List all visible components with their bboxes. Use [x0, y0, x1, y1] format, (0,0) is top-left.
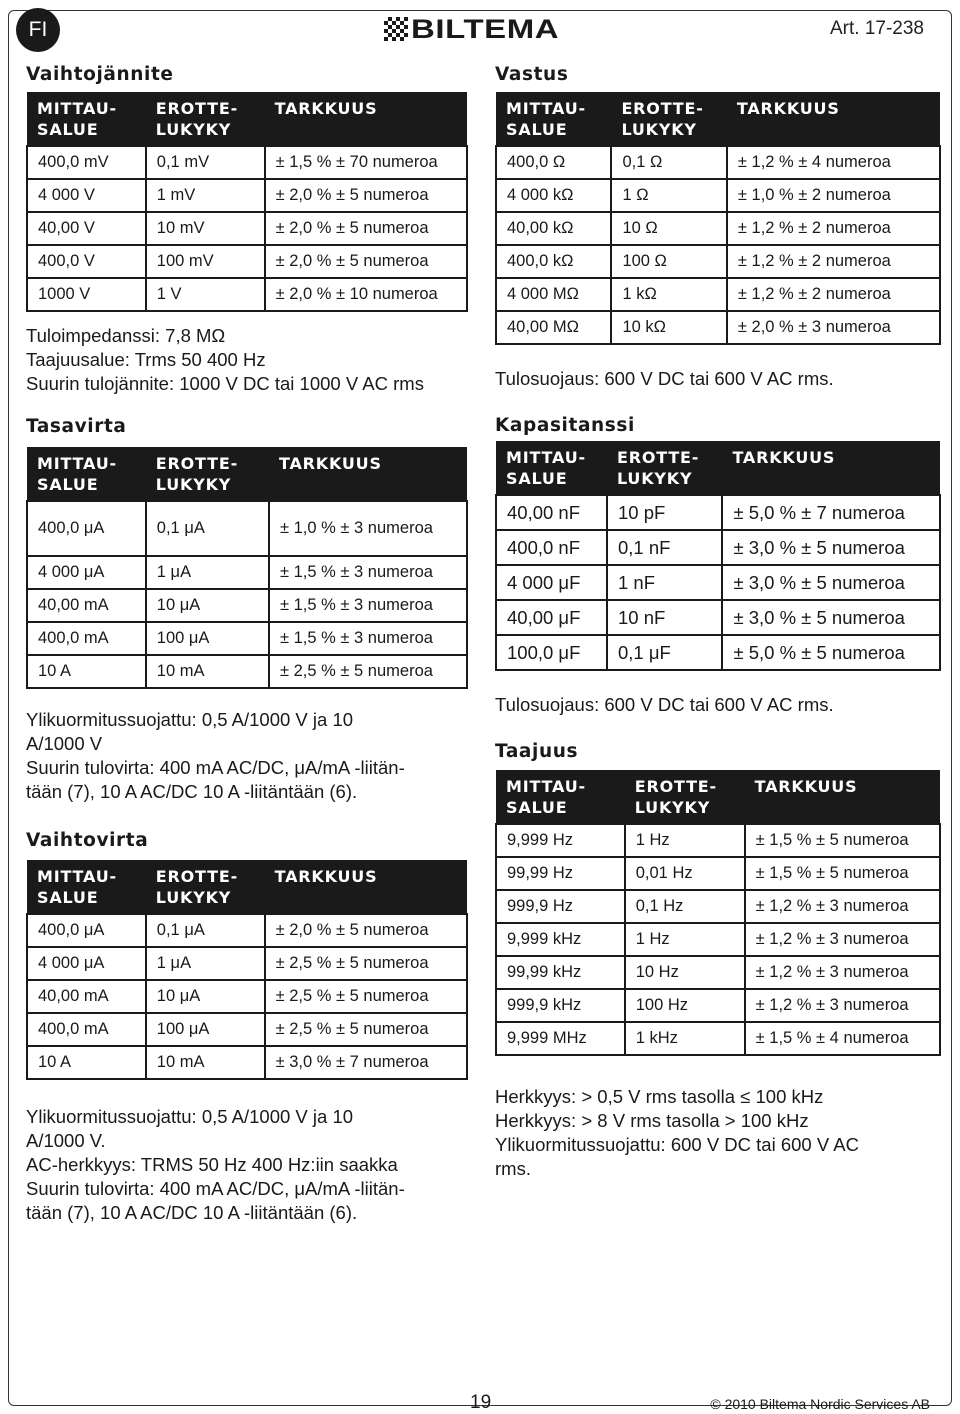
cell-accuracy: ± 1,2 % ± 2 numeroa [727, 245, 940, 278]
article-number: Art. 17-238 [830, 18, 924, 39]
col-header-tarkkuus [727, 92, 940, 146]
col-header-tarkkuus [265, 860, 467, 914]
note-line: Ylikuormitussuojattu: 600 V DC tai 600 V AC [495, 1134, 860, 1155]
col-header-tarkkuus [722, 441, 940, 495]
note-line: Tulosuojaus: 600 V DC tai 600 V AC rms. [495, 694, 834, 715]
table-header-row [27, 92, 467, 146]
header-text: TARKKUUS [274, 867, 378, 886]
col-header-mittausalue [496, 441, 607, 495]
section-title-kapasitanssi: Kapasitanssi [495, 415, 635, 436]
cell-range: 400,0 Ω [496, 146, 611, 179]
cell-accuracy: ± 1,2 % ± 3 numeroa [745, 956, 940, 989]
col-header-erottelukyky [625, 770, 745, 824]
cell-resolution: 10 mV [146, 212, 265, 245]
table-header-row [496, 441, 940, 495]
header-text: LUKYKY [155, 888, 232, 907]
table-row [496, 311, 940, 344]
cell-range: 400,0 μA [27, 914, 146, 947]
table-header-row [496, 92, 940, 146]
cell-resolution: 1 V [146, 278, 265, 311]
cell-accuracy: ± 2,0 % ± 5 numeroa [265, 245, 467, 278]
section-title-tasavirta: Tasavirta [26, 416, 127, 437]
cell-resolution: 10 nF [607, 600, 722, 635]
cell-accuracy: ± 2,0 % ± 5 numeroa [265, 914, 467, 947]
table-row [496, 530, 940, 565]
note-line: Ylikuormitussuojattu: 0,5 A/1000 V ja 10 [26, 1106, 354, 1127]
cell-accuracy: ± 1,5 % ± 3 numeroa [269, 622, 467, 655]
section-title-vaihtovirta: Vaihtovirta [26, 830, 149, 851]
table-row [496, 989, 940, 1022]
table-header-row [496, 770, 940, 824]
cell-range: 4 000 μA [27, 947, 146, 980]
notes-taajuus [495, 1085, 941, 1181]
cell-accuracy: ± 2,5 % ± 5 numeroa [269, 655, 467, 688]
language-badge: FI [16, 8, 60, 52]
col-header-tarkkuus [269, 447, 467, 501]
col-header-erottelukyky [146, 447, 269, 501]
notes-tasavirta [26, 708, 468, 804]
table-row [496, 923, 940, 956]
cell-accuracy: ± 1,5 % ± 3 numeroa [269, 589, 467, 622]
header-text: EROTTE- [634, 777, 717, 796]
table-row [496, 179, 940, 212]
cell-accuracy: ± 1,2 % ± 3 numeroa [745, 890, 940, 923]
table-row [496, 146, 940, 179]
cell-resolution: 100 mV [146, 245, 265, 278]
cell-accuracy: ± 1,5 % ± 5 numeroa [745, 857, 940, 890]
note-line: tään (7), 10 A AC/DC 10 A -liitäntään (6). [26, 781, 358, 802]
cell-accuracy: ± 1,2 % ± 2 numeroa [727, 278, 940, 311]
table-row [496, 278, 940, 311]
cell-range: 40,00 nF [496, 495, 607, 530]
note-line: A/1000 V [26, 733, 103, 754]
table-vastus [495, 92, 941, 345]
header-text: MITTAU- [37, 99, 117, 118]
note-line: Suurin tulovirta: 400 mA AC/DC, μA/mA -liitän- [26, 757, 405, 778]
cell-accuracy: ± 1,0 % ± 2 numeroa [727, 179, 940, 212]
cell-range: 1000 V [27, 278, 146, 311]
note-line: rms. [495, 1158, 531, 1179]
cell-resolution: 10 Hz [625, 956, 745, 989]
col-header-erottelukyky [146, 92, 265, 146]
cell-resolution: 10 μA [146, 589, 269, 622]
cell-range: 400,0 mV [27, 146, 146, 179]
table-tasavirta [26, 447, 468, 689]
cell-resolution: 1 kΩ [611, 278, 726, 311]
cell-accuracy: ± 5,0 % ± 5 numeroa [722, 635, 940, 670]
cell-accuracy: ± 1,5 % ± 4 numeroa [745, 1022, 940, 1055]
cell-resolution: 0,01 Hz [625, 857, 745, 890]
table-row [27, 501, 467, 556]
cell-accuracy: ± 1,2 % ± 3 numeroa [745, 989, 940, 1022]
cell-resolution: 10 μA [146, 980, 265, 1013]
table-row [496, 565, 940, 600]
header-text: MITTAU- [37, 867, 117, 886]
cell-resolution: 1 kHz [625, 1022, 745, 1055]
cell-resolution: 1 μA [146, 947, 265, 980]
table-row [496, 245, 940, 278]
cell-accuracy: ± 1,2 % ± 4 numeroa [727, 146, 940, 179]
header-text: EROTTE- [155, 867, 239, 886]
table-header-row [27, 860, 467, 914]
cell-range: 99,99 Hz [496, 857, 625, 890]
notes-vaihtovirta [26, 1105, 468, 1225]
header-text: EROTTE- [617, 448, 700, 467]
cell-accuracy: ± 2,0 % ± 5 numeroa [265, 179, 467, 212]
cell-resolution: 1 Hz [625, 824, 745, 857]
cell-resolution: 10 mA [146, 655, 269, 688]
note-line: AC-herkkyys: TRMS 50 Hz 400 Hz:iin saakka [26, 1154, 398, 1175]
header-text: MITTAU- [506, 99, 586, 118]
brand-logo [384, 13, 560, 44]
page-number: 19 [470, 1392, 492, 1413]
cell-resolution: 0,1 μA [146, 501, 269, 556]
table-row [496, 890, 940, 923]
col-header-erottelukyky [611, 92, 726, 146]
table-row [496, 635, 940, 670]
cell-resolution: 1 Ω [611, 179, 726, 212]
table-row [27, 179, 467, 212]
header-text: LUKYKY [155, 475, 232, 494]
table-row [496, 600, 940, 635]
cell-range: 4 000 μF [496, 565, 607, 600]
header-text: LUKYKY [621, 120, 697, 139]
checker-icon [384, 17, 408, 41]
header-text: EROTTE- [621, 99, 704, 118]
cell-range: 9,999 Hz [496, 824, 625, 857]
cell-resolution: 100 μA [146, 622, 269, 655]
header-text: SALUE [506, 469, 568, 488]
notes-vaihtojannite [26, 324, 468, 396]
cell-resolution: 0,1 μF [607, 635, 722, 670]
table-row [496, 495, 940, 530]
note-line: Suurin tulojännite: 1000 V DC tai 1000 V AC rms [26, 373, 424, 394]
header-text: SALUE [506, 120, 568, 139]
col-header-mittausalue [27, 860, 146, 914]
cell-accuracy: ± 1,5 % ± 3 numeroa [269, 556, 467, 589]
section-title-vaihtojannite: Vaihtojännite [26, 64, 174, 85]
cell-accuracy: ± 1,5 % ± 70 numeroa [265, 146, 467, 179]
cell-range: 400,0 μA [27, 501, 146, 556]
note-line: Tulosuojaus: 600 V DC tai 600 V AC rms. [495, 368, 834, 389]
table-row [27, 146, 467, 179]
header-text: MITTAU- [37, 454, 117, 473]
cell-range: 9,999 MHz [496, 1022, 625, 1055]
cell-range: 10 A [27, 1046, 146, 1079]
table-row [27, 655, 467, 688]
note-line: Herkkyys: > 8 V rms tasolla > 100 kHz [495, 1110, 809, 1131]
table-row [27, 914, 467, 947]
header-text: MITTAU- [506, 448, 586, 467]
table-row [496, 857, 940, 890]
cell-resolution: 100 Hz [625, 989, 745, 1022]
col-header-mittausalue [496, 770, 625, 824]
header-text: SALUE [506, 798, 568, 817]
col-header-mittausalue [496, 92, 611, 146]
header-text: SALUE [37, 475, 99, 494]
table-row [27, 212, 467, 245]
cell-resolution: 1 μA [146, 556, 269, 589]
header-text: EROTTE- [155, 454, 239, 473]
table-vaihtojannite [26, 92, 468, 312]
table-taajuus [495, 770, 941, 1056]
copyright: © 2010 Biltema Nordic Services AB [710, 1396, 930, 1412]
cell-range: 4 000 μA [27, 556, 146, 589]
note-line: A/1000 V. [26, 1130, 106, 1151]
cell-range: 4 000 kΩ [496, 179, 611, 212]
left-column [26, 64, 468, 1225]
table-row [27, 245, 467, 278]
header-text: TARKKUUS [754, 777, 858, 796]
cell-range: 400,0 kΩ [496, 245, 611, 278]
cell-range: 999,9 Hz [496, 890, 625, 923]
header-text: LUKYKY [634, 798, 711, 817]
cell-range: 40,00 MΩ [496, 311, 611, 344]
cell-range: 40,00 kΩ [496, 212, 611, 245]
notes-vastus [495, 367, 941, 391]
cell-accuracy: ± 1,2 % ± 2 numeroa [727, 212, 940, 245]
cell-accuracy: ± 3,0 % ± 5 numeroa [722, 530, 940, 565]
col-header-mittausalue [27, 92, 146, 146]
cell-accuracy: ± 2,0 % ± 5 numeroa [265, 212, 467, 245]
table-row [27, 622, 467, 655]
header-text: LUKYKY [155, 120, 232, 139]
table-row [27, 556, 467, 589]
table-row [27, 589, 467, 622]
table-row [27, 1046, 467, 1079]
right-column [495, 64, 941, 1181]
table-row [496, 1022, 940, 1055]
cell-resolution: 1 Hz [625, 923, 745, 956]
cell-resolution: 0,1 nF [607, 530, 722, 565]
cell-accuracy: ± 5,0 % ± 7 numeroa [722, 495, 940, 530]
cell-range: 99,99 kHz [496, 956, 625, 989]
cell-range: 40,00 μF [496, 600, 607, 635]
cell-range: 4 000 V [27, 179, 146, 212]
header-text: LUKYKY [617, 469, 693, 488]
cell-accuracy: ± 2,5 % ± 5 numeroa [265, 1013, 467, 1046]
table-row [496, 824, 940, 857]
header-text: SALUE [37, 120, 99, 139]
header-text: TARKKUUS [736, 99, 840, 118]
col-header-tarkkuus [265, 92, 467, 146]
cell-resolution: 10 kΩ [611, 311, 726, 344]
cell-accuracy: ± 1,0 % ± 3 numeroa [269, 501, 467, 556]
notes-kapasitanssi [495, 693, 941, 717]
cell-range: 40,00 V [27, 212, 146, 245]
cell-range: 9,999 kHz [496, 923, 625, 956]
cell-resolution: 10 pF [607, 495, 722, 530]
table-vaihtovirta [26, 860, 468, 1080]
table-row [27, 1013, 467, 1046]
table-row [27, 980, 467, 1013]
note-line: Tuloimpedanssi: 7,8 MΩ [26, 325, 226, 346]
cell-range: 400,0 nF [496, 530, 607, 565]
cell-resolution: 0,1 Hz [625, 890, 745, 923]
cell-range: 10 A [27, 655, 146, 688]
header-text: EROTTE- [155, 99, 239, 118]
cell-accuracy: ± 2,0 % ± 3 numeroa [727, 311, 940, 344]
table-row [496, 956, 940, 989]
table-header-row [27, 447, 467, 501]
header-text: MITTAU- [506, 777, 586, 796]
cell-resolution: 100 μA [146, 1013, 265, 1046]
col-header-mittausalue [27, 447, 146, 501]
section-title-vastus: Vastus [495, 64, 569, 85]
cell-resolution: 10 Ω [611, 212, 726, 245]
cell-accuracy: ± 2,5 % ± 5 numeroa [265, 947, 467, 980]
table-kapasitanssi [495, 441, 941, 671]
cell-range: 400,0 V [27, 245, 146, 278]
header-text: TARKKUUS [278, 454, 382, 473]
cell-range: 40,00 mA [27, 980, 146, 1013]
note-line: Suurin tulovirta: 400 mA AC/DC, μA/mA -liitän- [26, 1178, 405, 1199]
header-text: TARKKUUS [274, 99, 378, 118]
col-header-erottelukyky [146, 860, 265, 914]
col-header-erottelukyky [607, 441, 722, 495]
header-text: TARKKUUS [732, 448, 836, 467]
cell-range: 4 000 MΩ [496, 278, 611, 311]
cell-resolution: 0,1 Ω [611, 146, 726, 179]
cell-resolution: 0,1 mV [146, 146, 265, 179]
cell-accuracy: ± 2,0 % ± 10 numeroa [265, 278, 467, 311]
cell-accuracy: ± 3,0 % ± 7 numeroa [265, 1046, 467, 1079]
note-line: Ylikuormitussuojattu: 0,5 A/1000 V ja 10 [26, 709, 354, 730]
table-row [27, 278, 467, 311]
cell-resolution: 100 Ω [611, 245, 726, 278]
cell-resolution: 0,1 μA [146, 914, 265, 947]
cell-accuracy: ± 1,5 % ± 5 numeroa [745, 824, 940, 857]
cell-accuracy: ± 3,0 % ± 5 numeroa [722, 600, 940, 635]
cell-resolution: 1 nF [607, 565, 722, 600]
note-line: tään (7), 10 A AC/DC 10 A -liitäntään (6). [26, 1202, 358, 1223]
cell-accuracy: ± 2,5 % ± 5 numeroa [265, 980, 467, 1013]
table-row [27, 947, 467, 980]
cell-accuracy: ± 3,0 % ± 5 numeroa [722, 565, 940, 600]
cell-resolution: 10 mA [146, 1046, 265, 1079]
cell-resolution: 1 mV [146, 179, 265, 212]
cell-accuracy: ± 1,2 % ± 3 numeroa [745, 923, 940, 956]
header-text: SALUE [37, 888, 99, 907]
brand-name: BILTEMA [411, 13, 560, 44]
cell-range: 400,0 mA [27, 622, 146, 655]
cell-range: 999,9 kHz [496, 989, 625, 1022]
col-header-tarkkuus [745, 770, 940, 824]
cell-range: 40,00 mA [27, 589, 146, 622]
cell-range: 400,0 mA [27, 1013, 146, 1046]
note-line: Taajuusalue: Trms 50 400 Hz [26, 349, 266, 370]
note-line: Herkkyys: > 0,5 V rms tasolla ≤ 100 kHz [495, 1086, 824, 1107]
table-row [496, 212, 940, 245]
cell-range: 100,0 μF [496, 635, 607, 670]
section-title-taajuus: Taajuus [495, 741, 579, 762]
